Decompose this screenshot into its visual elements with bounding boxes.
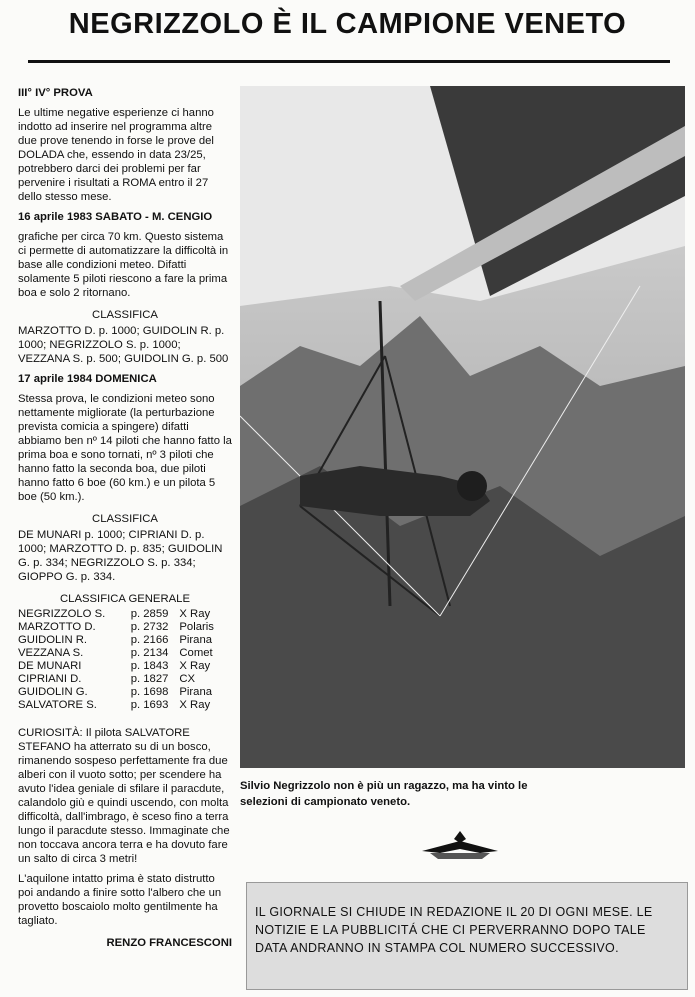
table-row: CIPRIANI D. p. 1827 CX (18, 673, 196, 685)
table-row: MARZOTTO D. p. 2732 Polaris (18, 621, 214, 633)
table-row: NEGRIZZOLO S. p. 2859 X Ray (18, 608, 211, 620)
hang-glider-photo (240, 86, 685, 768)
curiosita-paragraph-2: L'aquilone intatto prima è stato distrutto poi andando a finire sotto l'albero che un provetto boscaiolo molto gentilmente ha tagliato. (18, 873, 222, 927)
editorial-notice: IL GIORNALE SI CHIUDE IN REDAZIONE IL 20 DI OGNI MESE. LE NOTIZIE E LA PUBBLICITÁ CHE CI PERVERRANNO DOPO TALE DATA ANDRANNO IN STAMPA COL NUMERO SUCCESSIVO. (246, 882, 688, 990)
author: RENZO FRANCESCONI (106, 937, 232, 949)
classifica1-text: MARZOTTO D. p. 1000; GUIDOLIN R. p. 1000; NEGRIZZOLO S. p. 1000; VEZZANA S. p. 500; GUIDOLIN G. p. 500 (18, 325, 229, 365)
eagle-logo-icon (420, 825, 500, 865)
table-row: SALVATORE S. p. 1693 X Ray (18, 699, 211, 711)
classifica2-text: DE MUNARI p. 1000; CIPRIANI D. p. 1000; MARZOTTO D. p. 835; GUIDOLIN G. p. 334; NEGRIZZOLO S. p. 334; GIOPPO G. p. 334. (18, 529, 223, 583)
curiosita-paragraph: CURIOSITÀ: Il pilota SALVATORE STEFANO ha atterrato su di un bosco, rimanendo sospeso perfettamente fra due alberi con il vuoto sotto; per scendere ha avuto l'idea geniale di sfilare il paracdute, calandolo giù e quindi uscendo, con molta difficoltà, dall'imbrago, è sceso fino a terra lungo il paracdute stesso. Immaginate che non toccava ancora terra e ha dovuto fare un salto di circa 3 metri! (18, 727, 230, 865)
classifica2-title: CLASSIFICA (92, 513, 158, 525)
general-ranking-table (18, 608, 224, 712)
day2-paragraph: Stessa prova, le condizioni meteo sono nettamente migliorate (la perturbazione prevista comicia a spingere) difatti abbiamo ben nº 14 piloti che hanno fatto la prima boa e sono tornati, nº 3 piloti che hanno fatto la seconda boa, due piloti hanno fatto 6 boe (60 km.) e un pilota 5 boe (50 km.). (18, 393, 232, 503)
day1-title: 16 aprile 1983 SABATO - M. CENGIO (18, 211, 213, 223)
headline-rule (28, 60, 670, 63)
classifica1-title: CLASSIFICA (92, 309, 158, 321)
intro-paragraph: Le ultime negative esperienze ci hanno indotto ad inserire nel programma altre due prove tenendo in forse le prove del DOLADA che, essendo in data 23/25, potrebbero darci dei problemi per far pervenire i risultati a ROMA entro il 27 dello stesso mese. (18, 107, 214, 203)
table-row: VEZZANA S. p. 2134 Comet (18, 647, 213, 659)
article-column (18, 80, 232, 950)
table-row: DE MUNARI p. 1843 X Ray (18, 660, 211, 672)
photo-caption: Silvio Negrizzolo non è più un ragazzo, ma ha vinto le selezioni di campionato veneto. (240, 780, 528, 808)
day2-title: 17 aprile 1984 DOMENICA (18, 373, 157, 385)
headline: NEGRIZZOLO È IL CAMPIONE VENETO (68, 8, 627, 40)
section-title: III° IV° PROVA (18, 87, 93, 99)
general-ranking-title: CLASSIFICA GENERALE (60, 593, 190, 605)
photo-illustration (240, 86, 685, 768)
table-row: GUIDOLIN R. p. 2166 Pirana (18, 634, 213, 646)
table-row: GUIDOLIN G. p. 1698 Pirana (18, 686, 213, 698)
day1-paragraph: grafiche per circa 70 km. Questo sistema ci permette di automatizzare la difficoltà in base alle condizioni meteo. Difatti solamente 5 piloti riescono a fare la prima boa e solo 2 ritornano. (18, 231, 229, 299)
